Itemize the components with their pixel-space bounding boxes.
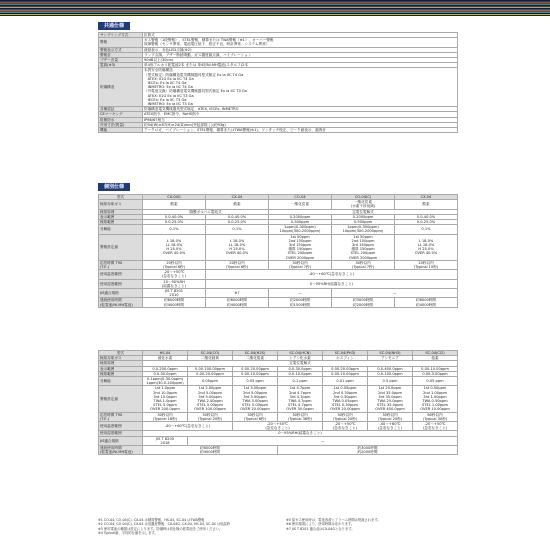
- gas-spec-table-1: [98, 194, 458, 308]
- table-row: [99, 234, 458, 260]
- table-cell: 0.00-10.00ppm: [233, 371, 278, 376]
- table-cell: 約3000時間 約2000時間: [278, 446, 458, 455]
- footnote: ※3 使用電池の種類は設定によります。防爆時は同仕様の乾電池をご使用ください。: [98, 526, 223, 531]
- table-cell: 0.0-25.0%: [143, 220, 206, 225]
- row-label: ブザー音量: [99, 58, 143, 63]
- row-label: 使用温度範囲: [99, 270, 143, 279]
- table-cell: 約6000時間 約4000時間: [143, 446, 278, 455]
- table-cell: 0.1%: [206, 225, 269, 234]
- table-cell: 1st 50ppm 2nd 150ppm 3rd 150ppm 積算 150ppm STEL 200ppm OVER 2000ppm: [332, 234, 395, 260]
- color-stripe: [0, 15, 550, 16]
- table-cell: 0.00-10.00ppm: [323, 371, 368, 376]
- table-cell: 0.0-25.0%: [395, 220, 458, 225]
- table-cell: 30秒以内 (Typical 36秒): [278, 412, 323, 421]
- table-cell: 隔膜ガルバニ電池式: [143, 209, 269, 214]
- table-cell: 20秒以内 (Typical 6秒): [206, 260, 269, 269]
- table-cell: 0.0-30.0ppm: [278, 366, 323, 371]
- table-cell: 20秒以内 (Typical 6秒): [143, 260, 206, 269]
- table-cell: —: [269, 289, 332, 298]
- table-row: [99, 386, 458, 412]
- table-cell: JIS T 8205 2018: [143, 436, 188, 445]
- table-cell: 30秒以内 (Typical 18秒): [143, 412, 188, 421]
- row-label: 分解能: [99, 377, 143, 386]
- table-cell: 定電位電解式: [269, 209, 458, 214]
- table-cell: 二酸化硫黄: [188, 356, 233, 361]
- table-row: [99, 128, 458, 133]
- table-cell: 1st 0.50ppm 2nd 1.00ppm 3rd 1.00ppm TWA 0.50ppm STEL 1.00ppm OVER 10.00ppm: [413, 386, 458, 412]
- table-row: [99, 298, 458, 307]
- table-cell: 0.0-40.0%: [206, 214, 269, 219]
- table-cell: 0.1%: [143, 225, 206, 234]
- row-value: 単4形アルカリ乾電池2本 または 単4形Ni-MH電池(スタルフ)2本: [143, 63, 458, 68]
- table-cell: 0〜95%RH(結露なきこと): [143, 431, 458, 436]
- table-cell: 0.0-30.0ppm: [143, 371, 188, 376]
- footnote: ※5 原ガス使用時は、電池寿命とアラーム時間は短縮されます。: [286, 518, 381, 522]
- table-cell: 0-2000ppm: [269, 214, 332, 219]
- column-header: 型式: [99, 351, 143, 356]
- table-cell: 約3000時間 約2000時間: [332, 298, 395, 307]
- table-cell: 約2000時間 約1500時間: [269, 298, 332, 307]
- row-label: 使用湿度範囲: [99, 279, 143, 288]
- row-label: 各種認証: [99, 107, 143, 112]
- table-row: [99, 260, 458, 269]
- row-label: 分解能: [99, 225, 143, 234]
- row-label: CEマーキング: [99, 112, 143, 117]
- row-value: 本質安全防爆構造 （型式検定）防爆構造電気機械器具型式検定 Ex ia IIC T4 Ga ATEX: II1G Ex ia IIC T4 Ga IECEx: Ex ia IIC T4 Ga INMETRO: Ex ia IIC T4 Ga （外電池交換）防爆構造電気機械器具型式検定 Ex ia IIC T3 Ga ATEX: II1G Ex ia IIC T3 Ga IECEx: Ex ia IIC T3 Ga INMETRO: Ex ia IIC T3 Ga: [143, 68, 458, 107]
- table-row: [99, 377, 458, 386]
- row-value: 液晶表示、赤色LED点滅(※2): [143, 47, 458, 52]
- column-header: SC-04(NH3): [368, 351, 413, 356]
- table-row: [99, 38, 458, 47]
- table-cell: -20〜+50℃ (急変なきこと): [143, 270, 206, 279]
- table-cell: 0.0-400.0ppm: [368, 366, 413, 371]
- table-cell: 0-500ppm: [269, 220, 332, 225]
- table-cell: 0.0-25.0%: [206, 220, 269, 225]
- row-label: 連続使用時間 (乾電池/Ni-MH電池): [99, 446, 143, 455]
- table-cell: 60秒以内 (Typical 30秒): [413, 412, 458, 421]
- row-label: 検知範囲: [99, 371, 143, 376]
- table-cell: 0.0-40.0%: [395, 214, 458, 219]
- column-header: HS-04: [143, 351, 188, 356]
- table-cell: 0.1 ppm: [278, 377, 323, 386]
- table-cell: L 18.0% LL 18.0% H 25.0% OVER 40.0%: [206, 234, 269, 260]
- footnote: ※6 使用環境により、使用時間は変わります。: [286, 522, 355, 527]
- row-label: 検知対象ガス: [99, 200, 143, 209]
- row-value: 90dB以上(30cm): [143, 58, 458, 63]
- row-label: 外形寸法(質量): [99, 122, 143, 127]
- table-cell: 0.05 ppm: [233, 377, 278, 386]
- table-cell: 一酸化炭素 (水素干渉低減): [332, 200, 395, 209]
- table-cell: 0.00-100.00ppm: [188, 366, 233, 371]
- table-cell: 0.0-100.0ppm: [368, 371, 413, 376]
- row-label: 使用温度範囲: [99, 422, 143, 431]
- row-label: 警報音: [99, 52, 143, 57]
- column-header: 型式: [99, 195, 143, 200]
- column-header: CO-04(C): [332, 195, 395, 200]
- table-cell: 0.0-40.0%: [143, 214, 206, 219]
- table-cell: 30秒以内 (Typical 6秒): [233, 412, 278, 421]
- table-cell: シアン化水素: [278, 356, 323, 361]
- table-cell: 0.00-3.00ppm: [413, 371, 458, 376]
- table-cell: 0.5 ppm: [368, 377, 413, 386]
- row-label: 使用湿度範囲: [99, 431, 143, 436]
- table-cell: 0.00-10.00ppm: [413, 366, 458, 371]
- table-cell: 0.00-20.00ppm: [188, 371, 233, 376]
- row-value: ATEX指令、EMC指令、RoHS指令: [143, 112, 458, 117]
- row-value: ランプ点滅、ブザー断続鳴動、ガス濃度値点滅、バイブレーション: [143, 52, 458, 57]
- section-heading-common-spec: 共通仕様: [98, 22, 130, 30]
- column-header: SC-04(CO): [188, 351, 233, 356]
- table-cell: -40〜+60℃(急変なきこと): [143, 422, 233, 431]
- table-cell: JIS T 8201 2010: [143, 289, 206, 298]
- row-label: 警報: [99, 38, 143, 47]
- row-value: アークロガ、バイブレーション、STEL警報、積算またはTWA警報(※1)、ワンタッチ校正、ピーク値表示、漏洩音: [143, 128, 458, 133]
- table-cell: -20〜+50℃ (急変なきこと): [323, 422, 368, 431]
- table-cell: アンモニア: [368, 356, 413, 361]
- column-header: CX-04: [395, 195, 458, 200]
- footnotes-left: [98, 518, 230, 535]
- table-cell: 定電位電解式: [143, 361, 458, 366]
- table-cell: ※7: [206, 289, 269, 298]
- table-cell: 酸素: [143, 200, 206, 209]
- table-cell: 0.1%: [395, 225, 458, 234]
- row-label: 検知原理: [99, 209, 143, 214]
- table-cell: 30秒以内 (Typical 20秒): [323, 412, 368, 421]
- row-label: 検知原理: [99, 361, 143, 366]
- color-stripe-header: [0, 0, 550, 20]
- row-label: 警報設定値: [99, 234, 143, 260]
- table-cell: 酸素: [395, 200, 458, 209]
- footnote: ※7 JIS T 8201 適合品はCX-04Gとなります。: [286, 526, 355, 531]
- row-value: 約54(W)×87(H)×24(D)mm(突起部除く)(約93g): [143, 122, 458, 127]
- table-cell: —: [332, 289, 458, 298]
- row-label: 連続使用時間 (乾電池/Ni-MH電池): [99, 298, 143, 307]
- column-header: SC-04(PH3): [323, 351, 368, 356]
- table-row: [99, 412, 458, 421]
- table-cell: 30秒以内 (Typical 20秒): [368, 412, 413, 421]
- table-cell: -20〜+50℃ (急変なきこと): [413, 422, 458, 431]
- footnote: ※1 CO-04, CO-04(C), CX-04 は積算警報、HS-04, SC-04 はTWA警報: [98, 518, 205, 522]
- footnote: ※4 Typical値、平均的な値を示します。: [98, 530, 158, 535]
- row-label: 応答時間 T90 (T.E.): [99, 260, 143, 269]
- table-cell: 1st 4.7ppm 2nd 4.7ppm 3rd 4.7ppm TWA 4.7ppm STEL 4.7ppm OVER 30.0ppm: [278, 386, 323, 412]
- table-cell: 0-2000ppm: [332, 214, 395, 219]
- table-row: [99, 68, 458, 107]
- table-cell: 30秒以内 (Typical 20秒): [188, 412, 233, 421]
- table-row: [99, 436, 458, 445]
- table-cell: 酸素: [206, 200, 269, 209]
- table-row: [99, 270, 458, 279]
- row-label: 警報設定値: [99, 386, 143, 412]
- table-cell: 1st 0.05ppm 2nd 0.30ppm 3rd 0.30ppm TWA 0.05ppm STEL 0.30ppm OVER 20.00ppm: [323, 386, 368, 412]
- table-cell: -40〜+60℃ (急変なきこと): [368, 422, 413, 431]
- row-label: 表示範囲: [99, 366, 143, 371]
- table-cell: 1ppm(0-300ppm) 10ppm(300-2000ppm): [269, 225, 332, 234]
- table-cell: 塩素: [413, 356, 458, 361]
- table-cell: 30秒以内 (Typical 7秒): [269, 260, 332, 269]
- row-label: 応答時間 T90 (T.E.): [99, 412, 143, 421]
- table-cell: ホスフィン: [323, 356, 368, 361]
- table-cell: 1ppm(0-300ppm) 10ppm(300-2000ppm): [332, 225, 395, 234]
- table-cell: 0.1ppm(0-30.0ppm) 1ppm(30.0-200ppm): [143, 377, 188, 386]
- table-cell: L 18.0% LL 18.0% H 25.0% OVER 40.0%: [395, 234, 458, 260]
- column-header: SC-04(Cl2): [413, 351, 458, 356]
- table-cell: 二酸化窒素: [233, 356, 278, 361]
- table-cell: 1st 50ppm 2nd 150ppm 3rd 150ppm 積算 150ppm STEL 200ppm OVER 2000ppm: [269, 234, 332, 260]
- row-label: 表示範囲: [99, 214, 143, 219]
- table-cell: 20秒以内 (Typical 15秒): [395, 260, 458, 269]
- section-heading-individual-spec: 個別仕様: [98, 183, 130, 191]
- table-cell: 0-500ppm: [332, 220, 395, 225]
- table-cell: —: [188, 436, 458, 445]
- table-cell: 約6000時間 約4000時間: [395, 298, 458, 307]
- table-cell: -20〜+50℃ (急変なきこと): [233, 422, 323, 431]
- row-label: JIS適合規格: [99, 436, 143, 445]
- column-header: SC-04(H2S): [233, 351, 278, 356]
- column-header: CO-04: [269, 195, 332, 200]
- table-cell: 一酸化炭素: [269, 200, 332, 209]
- footnote: ※2 CO-04, CO-04(C), CX-04 は低濃度警報、CX-04G, CX-04, HS-04, SC-04 は低温時: [98, 522, 231, 527]
- row-label: 防爆構造: [99, 68, 143, 107]
- row-label: 防塵防水: [99, 117, 143, 122]
- table-cell: 0.01 ppm: [323, 377, 368, 386]
- table-cell: 0.05ppm: [188, 377, 233, 386]
- row-label: 警報表示方式: [99, 47, 143, 52]
- table-cell: 0.0-10.0ppm: [278, 371, 323, 376]
- row-value: 防爆構造電気機械器具型式検定、ATEX, IECEx, INMETRO: [143, 107, 458, 112]
- row-value: IP66/67相当: [143, 117, 458, 122]
- table-row: [99, 289, 458, 298]
- column-header: CX-04: [206, 195, 269, 200]
- table-cell: 1st 2.00ppm 2nd 5.00ppm 3rd 5.00ppm TWA 2.00ppm STEL 5.00ppm OVER 100.00ppm: [188, 386, 233, 412]
- table-row: [99, 279, 458, 288]
- row-label: 電源(※3): [99, 63, 143, 68]
- table-cell: 0.00-20.00ppm: [233, 366, 278, 371]
- row-label: サンプリング方式: [99, 33, 143, 38]
- table-cell: 0.00-20.00ppm: [323, 366, 368, 371]
- row-label: JIS適合規格: [99, 289, 143, 298]
- table-cell: 約6000時間 約4000時間: [206, 298, 269, 307]
- table-cell: 1st 3.00ppm 2nd 5.00ppm 3rd 5.00ppm TWA 3.00ppm STEL 5.00ppm OVER 20.00ppm: [233, 386, 278, 412]
- row-value: 拡散式: [143, 33, 458, 38]
- table-row: [99, 446, 458, 455]
- table-cell: 約6000時間 約4000時間: [143, 298, 206, 307]
- column-header: CX-04G: [143, 195, 206, 200]
- table-cell: 10〜90%RH (結露なきこと): [143, 279, 206, 288]
- row-label: 機能: [99, 128, 143, 133]
- table-cell: -40〜+60℃(急変なきこと): [206, 270, 458, 279]
- row-label: 検知対象ガス: [99, 356, 143, 361]
- table-row: [99, 422, 458, 431]
- table-cell: 1st 1.0ppm 2nd 10.0ppm 3rd 15.0ppm TWA 1.0ppm STEL 5.0ppm OVER 200.0ppm: [143, 386, 188, 412]
- table-row: [99, 225, 458, 234]
- table-row: [99, 200, 458, 209]
- table-cell: 0〜95%RH(結露なきこと): [206, 279, 458, 288]
- table-cell: 0.0-200.0ppm: [143, 366, 188, 371]
- common-spec-table: [98, 32, 458, 133]
- column-header: SC-04(HCN): [278, 351, 323, 356]
- table-cell: 硫化水素: [143, 356, 188, 361]
- table-cell: 30秒以内 (Typical 7秒): [332, 260, 395, 269]
- gas-spec-table-2: [98, 350, 458, 455]
- table-cell: 0.05 ppm: [413, 377, 458, 386]
- table-cell: L 18.0% LL 18.0% H 25.0% OVER 40.0%: [143, 234, 206, 260]
- footnotes-right: [286, 518, 381, 531]
- row-label: 検知範囲: [99, 220, 143, 225]
- row-value: ガス警報（1段警報）、STEL警報、積算または TWA警報（※1）、オーバー警報 故障警報（センサ異常、電池電圧低下、校正不良、時計異常、システム異常）: [143, 38, 458, 47]
- table-cell: 1st 25.0ppm 2nd 35.0ppm 3rd 35.0ppm TWA 25.0ppm STEL 35.0ppm OVER 400.0ppm: [368, 386, 413, 412]
